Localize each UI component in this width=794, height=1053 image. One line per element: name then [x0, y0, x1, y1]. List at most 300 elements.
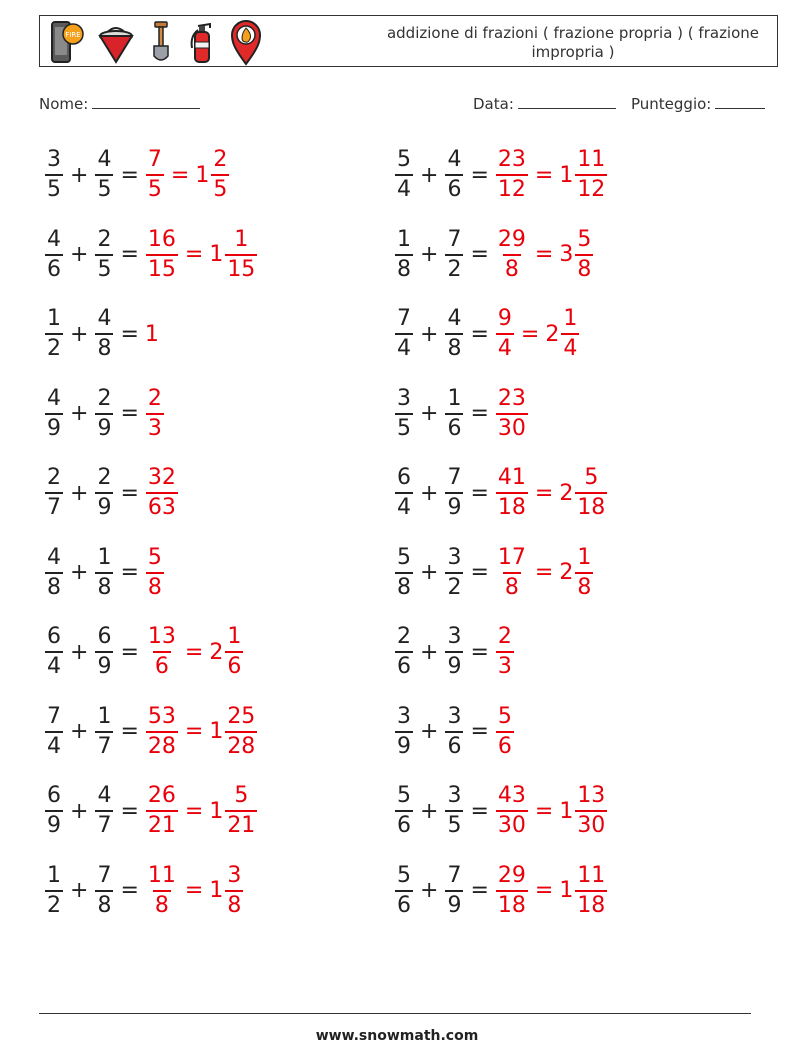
addend-b-numerator: 7 [447, 862, 462, 888]
addend-b-denominator: 5 [95, 254, 113, 281]
problem-item [44, 617, 244, 687]
plus-sign: + [70, 719, 89, 744]
plus-sign: + [420, 560, 439, 585]
addend-b [445, 308, 463, 360]
equals-sign: = [534, 798, 554, 824]
addend-a-numerator: 1 [47, 862, 61, 888]
addend-b [445, 626, 463, 678]
equals-sign: = [534, 560, 554, 585]
problem-item [44, 458, 179, 528]
plus-sign: + [420, 480, 439, 506]
problem-item [394, 458, 608, 528]
plus-sign: + [70, 242, 89, 267]
addend-a-numerator: 5 [397, 147, 411, 172]
addend-b [95, 308, 113, 360]
addend-b-denominator: 6 [445, 731, 463, 758]
answer-fraction-denominator: 18 [496, 890, 528, 917]
addend-b-numerator: 7 [97, 862, 112, 888]
addend-a-numerator: 5 [397, 544, 411, 570]
addend-b-numerator: 4 [97, 147, 112, 172]
plus-sign: + [70, 560, 89, 585]
plus-sign: + [420, 878, 439, 903]
mixed-fraction-numerator: 5 [577, 226, 592, 252]
addend-b-numerator: 7 [447, 465, 462, 490]
addend-a-denominator: 5 [45, 174, 63, 201]
addend-a-numerator: 4 [47, 385, 61, 411]
plus-sign: + [420, 242, 439, 267]
answer-fraction [496, 149, 528, 201]
addend-a-numerator: 1 [47, 306, 61, 331]
worksheet-header [39, 15, 778, 67]
addend-b-denominator: 7 [95, 731, 113, 758]
answer-fraction-denominator: 21 [146, 810, 178, 837]
answer-fraction [146, 862, 178, 918]
addend-a [45, 308, 63, 360]
svg-text:FIRE: FIRE [65, 31, 81, 39]
answer-fraction-numerator: 41 [497, 465, 526, 490]
addend-a [395, 544, 413, 600]
addend-a-numerator: 4 [47, 226, 61, 252]
shovel-icon [146, 18, 176, 66]
addend-a-denominator: 9 [395, 731, 413, 758]
mixed-whole: 1 [195, 162, 210, 188]
plus-sign: + [420, 401, 439, 426]
plus-sign: + [420, 162, 439, 188]
mixed-fraction-numerator: 1 [234, 226, 249, 252]
answer-fraction-numerator: 11 [147, 862, 176, 888]
answer-fraction-denominator: 12 [496, 174, 528, 201]
answer-fraction-numerator: 5 [497, 703, 512, 729]
addend-b-denominator: 5 [445, 810, 463, 837]
addend-a-denominator: 9 [45, 413, 63, 440]
addend-a-denominator: 4 [45, 651, 63, 678]
mixed-fraction-numerator: 5 [584, 465, 599, 490]
date-blank [518, 94, 616, 109]
addend-b [445, 467, 463, 519]
equals-sign: = [470, 719, 489, 744]
mixed-whole: 1 [209, 798, 224, 824]
answer-fraction-numerator: 2 [147, 385, 162, 411]
plus-sign: + [70, 798, 89, 824]
problem-item [44, 379, 165, 449]
answer-fraction [496, 862, 528, 918]
addend-a [395, 785, 413, 837]
mixed-whole: 1 [209, 878, 224, 903]
mixed-fraction-denominator: 21 [225, 810, 257, 837]
equals-sign: = [120, 798, 139, 824]
addend-b-denominator: 8 [95, 572, 113, 599]
mixed-fraction-denominator: 8 [225, 890, 243, 917]
answer-fraction-numerator: 9 [497, 306, 512, 331]
answer-fraction [146, 703, 178, 759]
equals-sign: = [120, 480, 139, 506]
addend-b-numerator: 6 [97, 624, 112, 649]
equals-sign: = [520, 321, 540, 347]
addend-b-denominator: 9 [95, 413, 113, 440]
mixed-fraction-denominator: 8 [575, 254, 593, 281]
equals-sign: = [470, 639, 489, 665]
name-blank [92, 94, 200, 109]
mixed-fraction-denominator: 5 [211, 174, 229, 201]
answer-fraction-denominator: 63 [146, 492, 178, 519]
addend-b [445, 226, 463, 282]
mixed-fraction-numerator: 11 [577, 862, 606, 888]
addend-a-numerator: 3 [397, 385, 411, 411]
mixed-fraction-numerator: 1 [563, 306, 578, 331]
answer-fraction-numerator: 17 [497, 544, 526, 570]
mixed-fraction [561, 308, 579, 360]
equals-sign: = [470, 480, 489, 506]
addend-b [95, 703, 113, 759]
score-label: Punteggio: [631, 95, 712, 113]
mixed-whole: 1 [209, 719, 224, 744]
addend-b [445, 785, 463, 837]
addend-b-denominator: 8 [95, 333, 113, 360]
equals-sign: = [534, 242, 554, 267]
equals-sign: = [170, 162, 190, 188]
equals-sign: = [120, 639, 139, 665]
equals-sign: = [120, 560, 139, 585]
mixed-fraction-numerator: 1 [577, 544, 592, 570]
plus-sign: + [70, 401, 89, 426]
addend-b-denominator: 9 [95, 651, 113, 678]
addend-b-denominator: 9 [445, 492, 463, 519]
date-field [473, 94, 616, 113]
plus-sign: + [420, 798, 439, 824]
answer-fraction-denominator: 30 [496, 810, 528, 837]
problem-item [44, 538, 165, 608]
mixed-whole: 3 [559, 242, 574, 267]
mixed-fraction-denominator: 18 [575, 890, 607, 917]
problem-item [394, 697, 515, 767]
name-field [39, 94, 200, 113]
addend-b-numerator: 2 [97, 226, 112, 252]
answer-fraction-numerator: 23 [497, 147, 526, 172]
equals-sign: = [184, 242, 204, 267]
answer-fraction-numerator: 16 [147, 226, 176, 252]
plus-sign: + [70, 321, 89, 347]
header-icons [46, 18, 264, 66]
equals-sign: = [120, 401, 139, 426]
equals-sign: = [470, 878, 489, 903]
mixed-fraction [575, 862, 607, 918]
addend-a-denominator: 4 [395, 492, 413, 519]
answer-fraction-denominator: 3 [146, 413, 164, 440]
mixed-whole: 1 [559, 798, 574, 824]
equals-sign: = [470, 321, 489, 347]
date-label: Data: [473, 95, 514, 113]
mixed-whole: 2 [545, 321, 560, 347]
addend-a-denominator: 6 [395, 890, 413, 917]
addend-b [95, 785, 113, 837]
problem-item [44, 220, 258, 290]
answer-fraction [496, 544, 528, 600]
problem-item [394, 379, 529, 449]
answer-fraction [496, 626, 514, 678]
plus-sign: + [420, 639, 439, 665]
equals-sign: = [470, 560, 489, 585]
addend-b-numerator: 1 [97, 703, 112, 729]
answer-fraction [146, 385, 164, 441]
answer-fraction-denominator: 18 [496, 492, 528, 519]
answer-fraction [496, 385, 528, 441]
answer-fraction-denominator: 4 [496, 333, 514, 360]
answer-fraction-numerator: 2 [497, 624, 512, 649]
addend-a-numerator: 4 [47, 544, 61, 570]
mixed-fraction-numerator: 25 [227, 703, 256, 729]
addend-b-numerator: 3 [447, 703, 462, 729]
addend-b [95, 385, 113, 441]
equals-sign: = [470, 242, 489, 267]
addend-b [95, 544, 113, 600]
equals-sign: = [470, 162, 489, 188]
addend-b-numerator: 4 [97, 306, 112, 331]
answer-fraction-denominator: 5 [146, 174, 164, 201]
mixed-fraction-numerator: 2 [213, 147, 228, 172]
addend-a-numerator: 5 [397, 862, 411, 888]
mixed-fraction-denominator: 4 [561, 333, 579, 360]
addend-a-numerator: 2 [47, 465, 61, 490]
answer-fraction-denominator: 8 [153, 890, 171, 917]
answer-fraction [146, 785, 178, 837]
plus-sign: + [70, 480, 89, 506]
problem-item [44, 856, 244, 926]
addend-b-numerator: 2 [97, 385, 112, 411]
answer-fraction-numerator: 5 [147, 544, 162, 570]
answer-fraction-numerator: 43 [497, 783, 526, 808]
addend-b-denominator: 2 [445, 572, 463, 599]
equals-sign: = [470, 798, 489, 824]
answer-fraction-denominator: 8 [503, 572, 521, 599]
answer-fraction [496, 703, 514, 759]
problem-item [44, 697, 258, 767]
addend-a-numerator: 3 [47, 147, 61, 172]
problem-item [394, 776, 608, 846]
addend-b-denominator: 9 [445, 890, 463, 917]
addend-a-numerator: 7 [47, 703, 61, 729]
addend-a-numerator: 5 [397, 783, 411, 808]
addend-a-denominator: 7 [45, 492, 63, 519]
addend-b-numerator: 7 [447, 226, 462, 252]
mixed-fraction-numerator: 1 [227, 624, 242, 649]
addend-a-numerator: 2 [397, 624, 411, 649]
plus-sign: + [70, 162, 89, 188]
mixed-fraction [211, 149, 229, 201]
addend-b-denominator: 9 [445, 651, 463, 678]
answer-fraction-denominator: 30 [496, 413, 528, 440]
answer-fraction [496, 785, 528, 837]
addend-b [95, 467, 113, 519]
addend-b-numerator: 4 [447, 147, 462, 172]
addend-a-denominator: 8 [395, 572, 413, 599]
problem-item [394, 856, 608, 926]
answer-fraction-numerator: 53 [147, 703, 176, 729]
addend-b [95, 149, 113, 201]
equals-sign: = [184, 719, 204, 744]
mixed-fraction-denominator: 8 [575, 572, 593, 599]
addend-b [445, 149, 463, 201]
addend-a-numerator: 3 [397, 703, 411, 729]
addend-a-denominator: 2 [45, 890, 63, 917]
answer-fraction [146, 544, 164, 600]
addend-a-denominator: 6 [395, 810, 413, 837]
plus-sign: + [70, 878, 89, 903]
addend-a [395, 308, 413, 360]
phone-fire-icon [46, 18, 86, 66]
addend-a-denominator: 2 [45, 333, 63, 360]
addend-a-denominator: 6 [395, 651, 413, 678]
equals-sign: = [120, 321, 139, 347]
equals-sign: = [534, 878, 554, 903]
addend-a [395, 385, 413, 441]
addend-a-numerator: 1 [397, 226, 411, 252]
mixed-fraction-denominator: 28 [225, 731, 257, 758]
plus-sign: + [420, 719, 439, 744]
mixed-whole: 1 [559, 878, 574, 903]
mixed-fraction [575, 544, 593, 600]
answer-fraction-numerator: 7 [147, 147, 162, 172]
mixed-fraction [225, 703, 257, 759]
mixed-fraction [575, 149, 607, 201]
addend-a-denominator: 9 [45, 810, 63, 837]
addend-b [95, 226, 113, 282]
addend-a [45, 544, 63, 600]
addend-b-numerator: 1 [97, 544, 112, 570]
addend-a-denominator: 5 [395, 413, 413, 440]
addend-a [45, 862, 63, 918]
mixed-whole: 2 [559, 480, 574, 506]
mixed-fraction [225, 862, 243, 918]
addend-a [395, 467, 413, 519]
mixed-fraction [225, 785, 257, 837]
addend-b [445, 703, 463, 759]
addend-a-denominator: 4 [395, 333, 413, 360]
addend-b-denominator: 8 [445, 333, 463, 360]
addend-b-numerator: 3 [447, 544, 462, 570]
equals-sign: = [534, 162, 554, 188]
mixed-fraction-denominator: 15 [225, 254, 257, 281]
problem-item [394, 220, 594, 290]
answer-fraction-denominator: 8 [146, 572, 164, 599]
addend-b [95, 626, 113, 678]
addend-a [395, 703, 413, 759]
mixed-fraction-denominator: 12 [575, 174, 607, 201]
mixed-fraction [575, 226, 593, 282]
answer-fraction-numerator: 29 [497, 862, 526, 888]
footer-url: www.snowmath.com [315, 1028, 479, 1044]
answer-fraction-denominator: 28 [146, 731, 178, 758]
addend-a-numerator: 6 [47, 783, 61, 808]
problem-item [394, 299, 580, 369]
addend-b-denominator: 2 [445, 254, 463, 281]
mixed-fraction-numerator: 11 [577, 147, 606, 172]
addend-a-numerator: 6 [47, 624, 61, 649]
mixed-fraction-numerator: 13 [577, 783, 606, 808]
problem-item [44, 299, 159, 369]
problem-item [44, 140, 230, 210]
mixed-fraction-numerator: 5 [234, 783, 249, 808]
score-field [631, 94, 765, 113]
addend-a-denominator: 8 [395, 254, 413, 281]
equals-sign: = [120, 162, 139, 188]
mixed-whole: 2 [209, 639, 224, 665]
answer-fraction-numerator: 26 [147, 783, 176, 808]
addend-a [45, 385, 63, 441]
addend-b-numerator: 3 [447, 783, 462, 808]
addend-b [95, 862, 113, 918]
mixed-whole: 1 [209, 242, 224, 267]
problem-item [44, 776, 258, 846]
worksheet-title: addizione di frazioni ( frazione propria ) ( frazione impropria ) [386, 24, 760, 61]
score-blank [715, 94, 765, 109]
equals-sign: = [120, 242, 139, 267]
mixed-fraction-numerator: 3 [227, 862, 242, 888]
mixed-whole: 2 [559, 560, 574, 585]
addend-b [445, 544, 463, 600]
mixed-fraction [225, 226, 257, 282]
fire-bucket-icon [96, 18, 136, 66]
answer-whole: 1 [144, 321, 159, 347]
addend-a-numerator: 6 [397, 465, 411, 490]
answer-fraction-numerator: 13 [147, 624, 176, 649]
addend-b-numerator: 2 [97, 465, 112, 490]
equals-sign: = [184, 639, 204, 665]
addend-a [45, 149, 63, 201]
addend-b-denominator: 6 [445, 413, 463, 440]
addend-a [395, 862, 413, 918]
addend-b-numerator: 4 [97, 783, 112, 808]
mixed-fraction-denominator: 30 [575, 810, 607, 837]
problem-item [394, 140, 608, 210]
problem-item [394, 617, 515, 687]
fire-location-pin-icon [228, 18, 264, 66]
equals-sign: = [184, 798, 204, 824]
addend-a [45, 467, 63, 519]
equals-sign: = [120, 719, 139, 744]
answer-fraction [496, 467, 528, 519]
equals-sign: = [184, 878, 204, 903]
answer-fraction-numerator: 32 [147, 465, 176, 490]
addend-a-denominator: 8 [45, 572, 63, 599]
addend-a-denominator: 4 [45, 731, 63, 758]
mixed-fraction [225, 626, 243, 678]
answer-fraction-numerator: 23 [497, 385, 526, 411]
addend-b-denominator: 6 [445, 174, 463, 201]
answer-fraction-denominator: 6 [153, 651, 171, 678]
addend-b [445, 385, 463, 441]
addend-a [395, 626, 413, 678]
addend-b-denominator: 9 [95, 492, 113, 519]
addend-b-denominator: 8 [95, 890, 113, 917]
answer-fraction-denominator: 6 [496, 731, 514, 758]
addend-b [445, 862, 463, 918]
addend-b-numerator: 3 [447, 624, 462, 649]
mixed-whole: 1 [559, 162, 574, 188]
addend-b-numerator: 4 [447, 306, 462, 331]
equals-sign: = [470, 401, 489, 426]
addend-a-numerator: 7 [397, 306, 411, 331]
addend-b-denominator: 7 [95, 810, 113, 837]
answer-fraction-denominator: 3 [496, 651, 514, 678]
fire-extinguisher-icon [186, 18, 218, 66]
footer-divider [39, 1013, 751, 1014]
addend-a [45, 226, 63, 282]
mixed-fraction [575, 467, 607, 519]
answer-fraction-numerator: 29 [497, 226, 526, 252]
answer-fraction [146, 467, 178, 519]
name-label: Nome: [39, 95, 89, 113]
addend-a [395, 226, 413, 282]
